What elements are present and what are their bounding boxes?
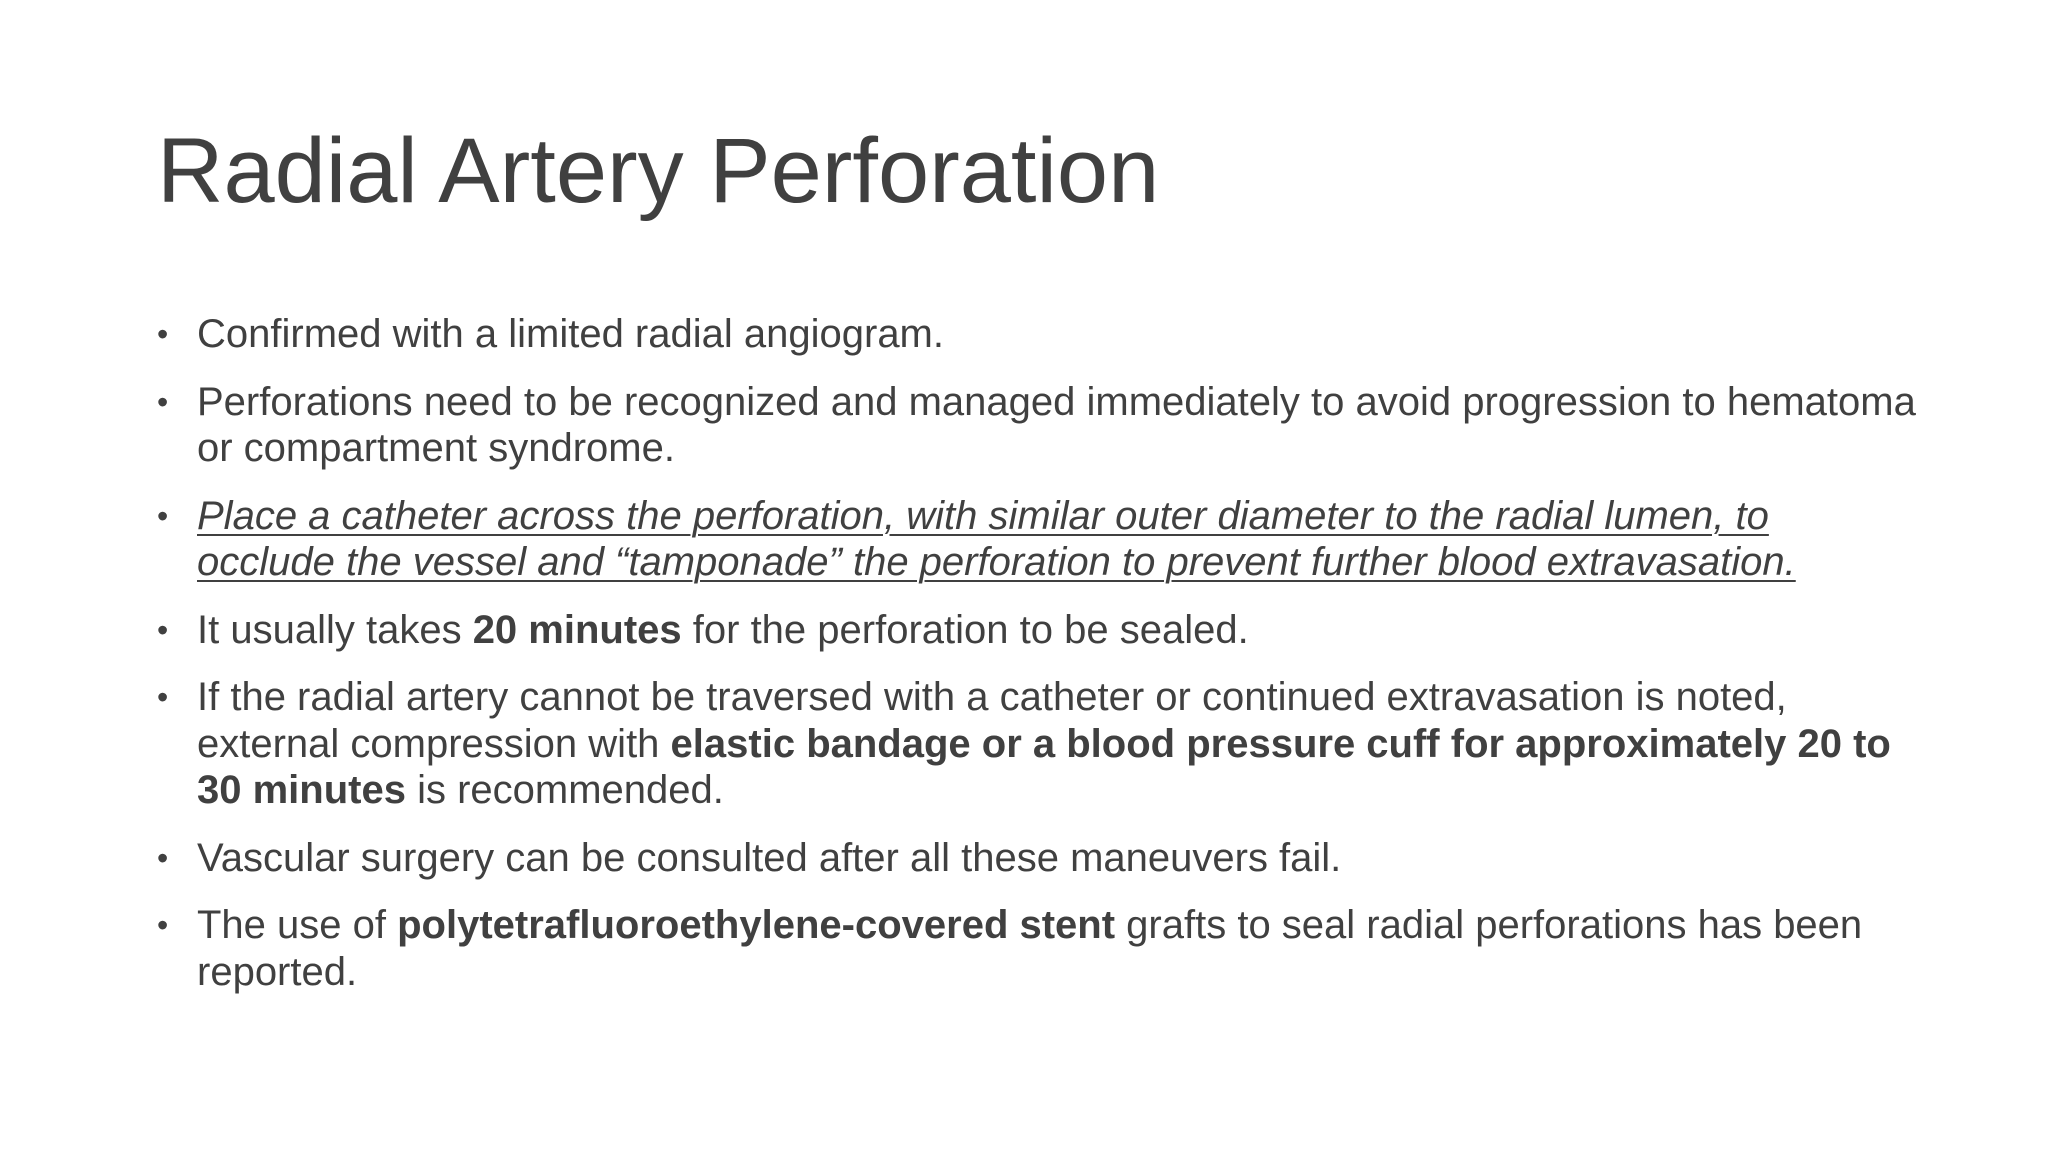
bullet-text: grafts to seal radial perforations has been reported. xyxy=(197,903,1863,994)
bullet-item-6 xyxy=(157,835,1917,882)
bullet-text: Perforations need to be recognized and managed immediately to avoid progression to hematoma or compartment syndrome. xyxy=(197,379,1916,470)
bullet-text: Vascular surgery can be consulted after all these maneuvers fail. xyxy=(197,835,1342,880)
bullet-item-2 xyxy=(157,379,1917,472)
bullet-item-5 xyxy=(157,674,1917,814)
slide-title: Radial Artery Perforation xyxy=(157,120,1160,222)
bullet-text-bold: polytetrafluoroethylene-covered stent xyxy=(397,903,1116,947)
bullet-marker: • xyxy=(157,839,169,876)
bullet-text-emphasized: Place a catheter across the perforation, with similar outer diameter to the radial lumen, to occlude the vessel and “tamponade” the perforation to prevent further blood extravasation. xyxy=(197,493,1796,584)
bullet-text: The use of xyxy=(197,903,398,947)
bullet-marker: • xyxy=(157,907,169,943)
bullet-text: If the radial artery cannot be traversed with a catheter or continued extravasation is noted, external compression with xyxy=(197,675,1787,766)
bullet-text-bold: elastic bandage or a blood pressure cuff for approximately 20 to 30 minutes xyxy=(197,721,1891,812)
bullet-text: Confirmed with a limited radial angiogram. xyxy=(197,312,944,356)
bullet-marker: • xyxy=(157,611,169,648)
bullet-text: is recommended. xyxy=(405,768,724,812)
bullet-item-7 xyxy=(157,902,1917,995)
bullet-text: It usually takes xyxy=(197,607,473,652)
bullet-list xyxy=(157,311,1917,1016)
bullet-text-bold: 20 minutes xyxy=(472,607,682,652)
bullet-marker: • xyxy=(157,383,169,420)
bullet-marker: • xyxy=(157,316,169,352)
bullet-text: for the perforation to be sealed. xyxy=(681,607,1249,652)
bullet-marker: • xyxy=(157,679,169,715)
bullet-item-3 xyxy=(157,493,1917,586)
bullet-item-4 xyxy=(157,607,1917,654)
bullet-marker: • xyxy=(157,497,169,534)
bullet-item-1 xyxy=(157,311,1917,358)
